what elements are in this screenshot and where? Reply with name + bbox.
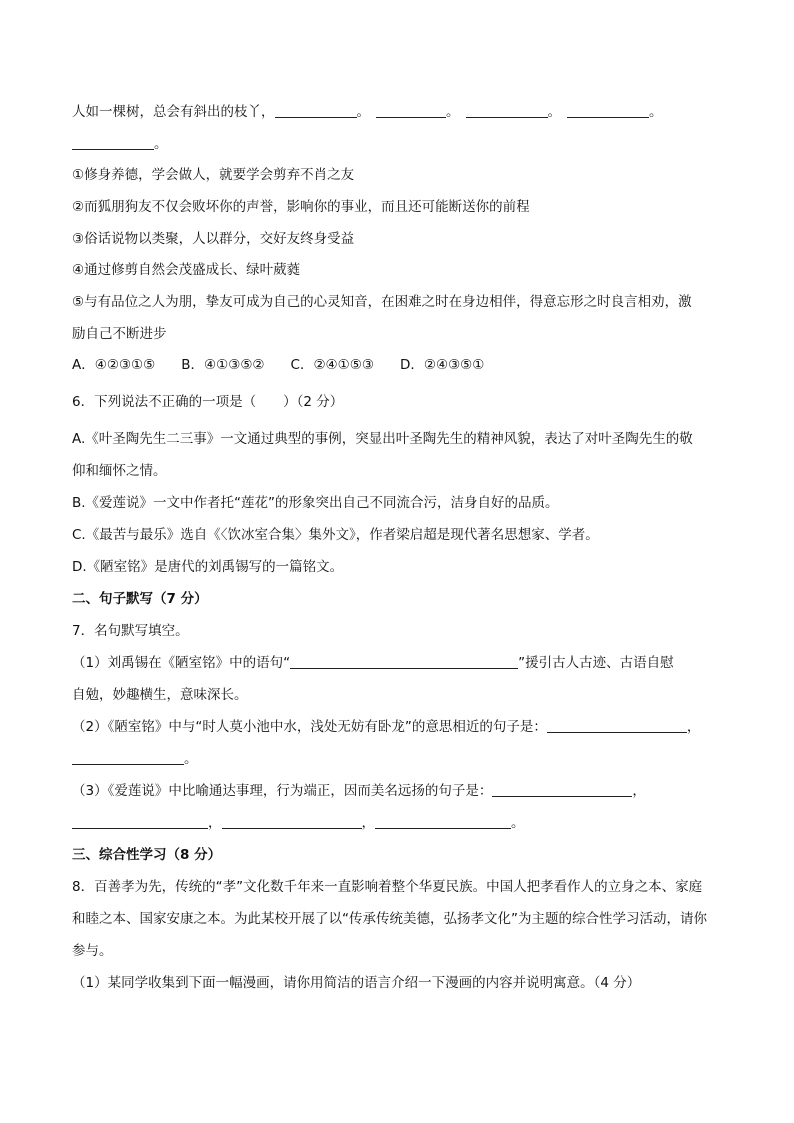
answer-blank[interactable] [567, 103, 649, 118]
answer-blank[interactable] [466, 103, 548, 118]
q8-stem-line: 和睦之本、国家安康之本。为此某校开展了以“传承传统美德，弘扬孝文化”为主题的综合性学习活动，请你 [72, 911, 707, 927]
option-b[interactable]: B．④①③⑤② [181, 357, 265, 373]
section-heading: 二、句子默写（7 分） [72, 591, 208, 607]
q7-part3-cont: ， ， 。 [72, 813, 722, 833]
answer-blank[interactable] [222, 814, 362, 829]
answer-blank[interactable] [375, 814, 511, 829]
q8-part1: （1）某同学收集到下面一幅漫画，请你用简洁的语言介绍一下漫画的内容并说明寓意。（4 分） [72, 975, 641, 991]
q5-item: ②而狐朋狗友不仅会败坏你的声誉，影响你的事业，而且还可能断送你的前程 [72, 199, 530, 215]
q5-options [72, 355, 722, 375]
q6-stem: 6．下列说法不正确的一项是（ ）（2 分） [72, 394, 344, 410]
q7-part3: （3）《爱莲说》中比喻通达事理，行为端正，因而美名远扬的句子是： ， [72, 783, 646, 799]
q7-stem: 7．名句默写填空。 [72, 623, 189, 639]
q6-option-a-cont: 仰和缅怀之情。 [72, 463, 167, 479]
answer-blank[interactable] [376, 103, 446, 118]
answer-blank[interactable] [275, 103, 357, 118]
q5-stem-line: 人如一棵树，总会有斜出的枝丫， 。 。 。 。 [72, 104, 663, 120]
q7-part2-cont: 。 [72, 749, 722, 769]
q6-option-c: C.《最苦与最乐》选自《〈饮冰室合集〉集外文》，作者梁启超是现代著名思想家、学者。 [72, 527, 599, 543]
q7-part2: （2）《陋室铭》中与“时人莫小池中水，浅处无妨有卧龙”的意思相近的句子是： ， [72, 719, 701, 735]
option-a[interactable]: A．④②③①⑤ [72, 357, 156, 373]
q5-item: 励自己不断进步 [72, 326, 167, 342]
q5-item: ③俗话说物以类聚，人以群分，交好友终身受益 [72, 231, 355, 247]
q5-stem: 人如一棵树，总会有斜出的枝丫， [72, 104, 275, 120]
answer-blank[interactable] [492, 782, 632, 797]
answer-blank[interactable] [72, 750, 184, 765]
q7-part1-cont: 自勉，妙趣横生，意味深长。 [72, 687, 248, 703]
q5-item: ①修身养德，学会做人，就要学会剪弃不肖之友 [72, 167, 355, 183]
q5-item: ④通过修剪自然会茂盛成长、绿叶葳蕤 [72, 262, 301, 278]
q5-stem-line-2: 。 [72, 134, 722, 154]
section-heading: 三、综合性学习（8 分） [72, 847, 222, 863]
q6-option-b: B.《爱莲说》一文中作者托“莲花”的形象突出自己不同流合污，洁身自好的品质。 [72, 495, 559, 511]
q6-option-d: D.《陋室铭》是唐代的刘禹锡写的一篇铭文。 [72, 559, 344, 575]
q8-stem-line: 8．百善孝为先，传统的“孝”文化数千年来一直影响着整个华夏民族。中国人把孝看作人的立身之本、家庭 [72, 879, 703, 895]
answer-blank[interactable] [72, 135, 154, 150]
option-d[interactable]: D．②④③⑤① [399, 357, 485, 373]
option-c[interactable]: C．②④①⑤③ [290, 357, 374, 373]
q5-item: ⑤与有品位之人为朋，挚友可成为自己的心灵知音，在困难之时在身边相伴，得意忘形之时良言相劝，激 [72, 294, 692, 310]
answer-blank[interactable] [290, 654, 518, 669]
answer-blank[interactable] [72, 814, 208, 829]
answer-blank[interactable] [547, 718, 687, 733]
q8-stem-line: 参与。 [72, 943, 113, 959]
q7-part1: （1）刘禹锡在《陋室铭》中的语句“ ”援引古人古迹、古语自慰 [72, 655, 674, 671]
q6-option-a: A.《叶圣陶先生二三事》一文通过典型的事例，突显出叶圣陶先生的精神风貌，表达了对叶圣陶先生的敬 [72, 431, 693, 447]
